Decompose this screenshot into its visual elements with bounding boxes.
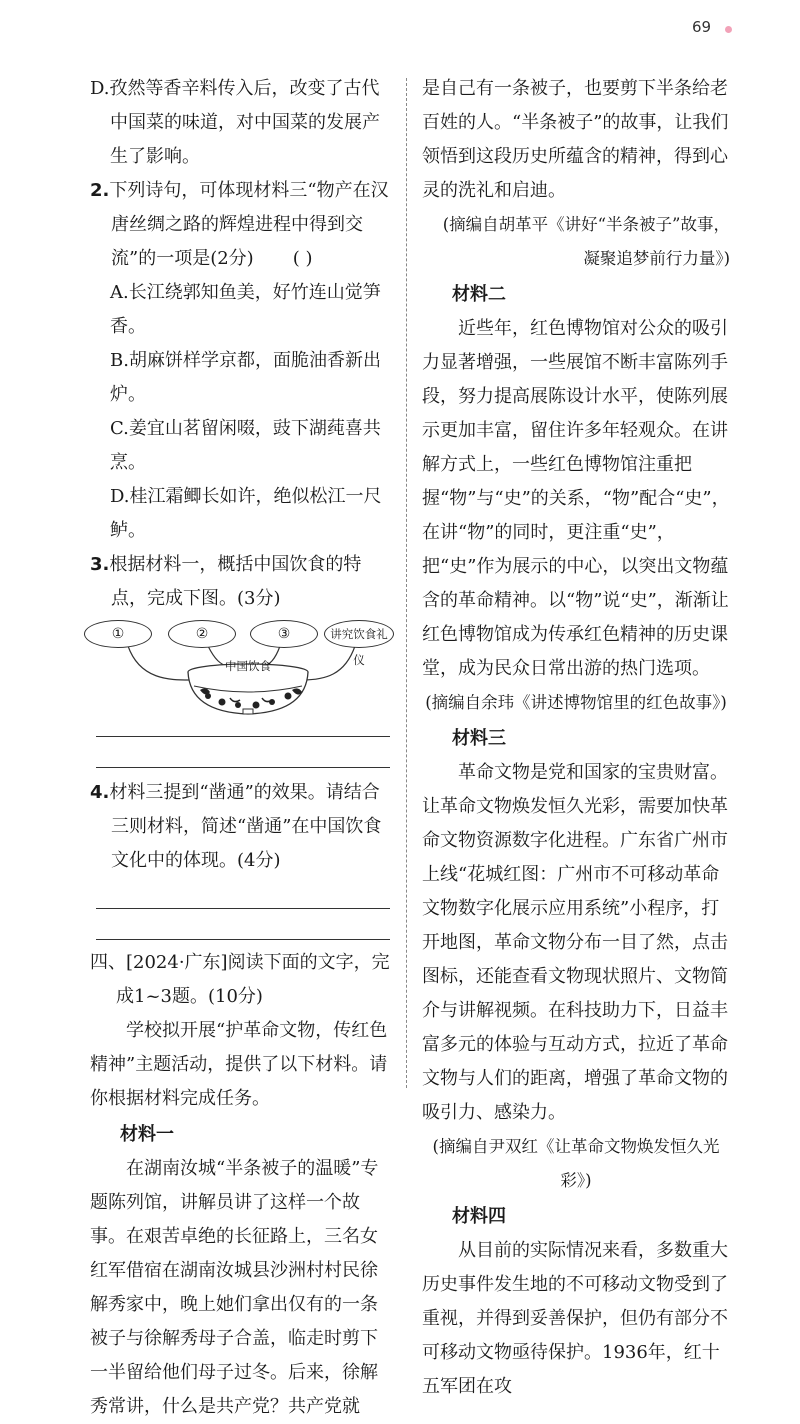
question-4-number: 4. bbox=[90, 782, 110, 803]
question-3 bbox=[90, 548, 390, 616]
answer-line-q4-1[interactable] bbox=[96, 908, 390, 909]
material-1-source-line-1: (摘编自胡革平《讲好“半条被子”故事， bbox=[442, 215, 730, 234]
page-number: 69 bbox=[692, 18, 712, 36]
food-diagram bbox=[80, 620, 390, 718]
material-2-text: 近些年，红色博物馆对公众的吸引力显著增强，一些展馆不断丰富陈列手段，努力提高展陈设计水平，使陈列展示更加丰富，留住许多年轻观众。在讲解方式上，一些红色博物馆注重把握“物”与“史”的关系，“物”配合“史”，在讲“物”的同时，更注重“史”，把“史”作为展示的中心，以突出文物蕴含的革命精神。以“物”说“史”，渐渐让红色博物馆成为传承红色精神的历史课堂，成为民众日常出游的热门选项。 bbox=[422, 318, 730, 679]
option-c[interactable]: C.姜宜山茗留闲啜，豉下湖莼喜共烹。 bbox=[110, 418, 381, 473]
answer-oval-1[interactable]: ① bbox=[84, 620, 152, 648]
bowl-label: 中国饮食 bbox=[225, 659, 271, 673]
question-4 bbox=[90, 776, 390, 878]
material-3-text: 革命文物是党和国家的宝贵财富。让革命文物焕发恒久光彩，需要加快革命文物资源数字化进程。广东省广州市上线“花城红图：广州市不可移动革命文物数字化展示应用系统”小程序，打开地图，革命文物分布一目了然，点击图标，还能查看文物现状照片、文物简介与讲解视频。在科技助力下，日益丰富多元的体验与互动方式，拉近了革命文物与人们的距离，增强了革命文物的吸引力、感染力。 bbox=[422, 762, 728, 1123]
material-1-source-line-2: 凝聚追梦前行力量》) bbox=[583, 249, 730, 268]
option-a[interactable]: A.长江绕郭知鱼美，好竹连山觉笋香。 bbox=[110, 282, 381, 337]
oval-etiquette: 讲究饮食礼仪 bbox=[324, 620, 394, 648]
question-2-number: 2. bbox=[90, 180, 110, 201]
answer-line-q3-2[interactable] bbox=[96, 767, 390, 768]
material-3-title: 材料三 bbox=[452, 728, 506, 749]
answer-line-q3-1[interactable] bbox=[96, 736, 390, 737]
material-3-source: (摘编自尹双红《让革命文物焕发恒久光彩》) bbox=[432, 1137, 720, 1190]
answer-oval-2[interactable]: ② bbox=[168, 620, 236, 648]
material-4-title: 材料四 bbox=[452, 1206, 506, 1227]
question-3-text: 根据材料一，概括中国饮食的特点，完成下图。(3分) bbox=[109, 554, 362, 609]
question-4-text: 材料三提到“凿通”的效果。请结合三则材料，简述“凿通”在中国饮食文化中的体现。(4分) bbox=[109, 782, 382, 871]
material-1-title: 材料一 bbox=[120, 1124, 174, 1145]
material-4-text: 从目前的实际情况来看，多数重大历史事件发生地的不可移动文物受到了重视，并得到妥善保护，但仍有部分不可移动文物亟待保护。1936年，红十五军团在攻 bbox=[422, 1240, 728, 1397]
material-1-text: 在湖南汝城“半条被子的温暖”专题陈列馆，讲解员讲了这样一个故事。在艰苦卓绝的长征路上，三名女红军借宿在湖南汝城县沙洲村村民徐解秀家中，晚上她们拿出仅有的一条被子与徐解秀母子合盖，临走时剪下一半留给他们母子过冬。后来，徐解秀常讲，什么是共产党？共产党就 bbox=[90, 1158, 379, 1417]
section-4-intro: 学校拟开展“护革命文物，传红色精神”主题活动，提供了以下材料。请你根据材料完成任务。 bbox=[90, 1020, 388, 1109]
left-column bbox=[90, 72, 390, 1424]
material-1-continued: 是自己有一条被子，也要剪下半条给老百姓的人。“半条被子”的故事，让我们领悟到这段历史所蕴含的精神，得到心灵的洗礼和启迪。 bbox=[422, 78, 729, 201]
page-marker-dot bbox=[725, 26, 732, 33]
question-3-number: 3. bbox=[90, 554, 110, 575]
q1-option-d: D.孜然等香辛料传入后，改变了古代中国菜的味道，对中国菜的发展产生了影响。 bbox=[90, 78, 380, 167]
section-4-heading: 四、[2024·广东]阅读下面的文字，完成1~3题。(10分) bbox=[90, 952, 390, 1007]
material-2-title: 材料二 bbox=[452, 284, 506, 305]
option-d[interactable]: D.桂江霜鲫长如许，绝似松江一尺鲈。 bbox=[110, 486, 382, 541]
right-column bbox=[422, 72, 730, 1404]
option-b[interactable]: B.胡麻饼样学京都，面脆油香新出炉。 bbox=[110, 350, 381, 405]
question-2: 2.下列诗句，可体现材料三“物产在汉唐丝绸之路的辉煌进程中得到交流”的一项是(2分) ( ) bbox=[90, 180, 389, 269]
answer-line-q4-2[interactable] bbox=[96, 939, 390, 940]
column-divider bbox=[406, 78, 407, 1088]
answer-oval-3[interactable]: ③ bbox=[250, 620, 318, 648]
question-2-options bbox=[90, 276, 390, 548]
question-2-text: 下列诗句，可体现材料三“物产在汉唐丝绸之路的辉煌进程中得到交流”的一项是(2分) bbox=[109, 180, 389, 269]
material-2-source: (摘编自余玮《讲述博物馆里的红色故事》) bbox=[425, 693, 727, 712]
